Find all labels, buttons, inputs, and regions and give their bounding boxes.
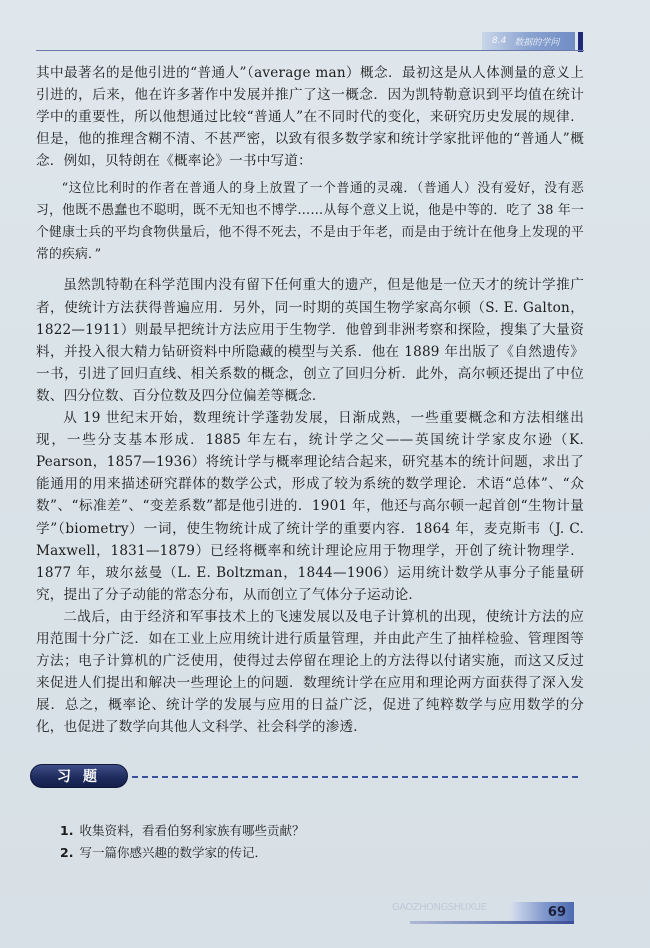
section-header-tag bbox=[482, 32, 575, 50]
exercise-list bbox=[60, 820, 304, 864]
exercise-text: 收集资料，看看伯努利家族有哪些贡献？ bbox=[79, 823, 305, 838]
header-rule bbox=[36, 50, 584, 51]
section-number: 8.4 bbox=[492, 36, 507, 46]
paragraph-1: 其中最著名的是他引进的“普通人”（average man）概念．最初这是从人体测量的意义上引进的，后来，他在许多著作中发展并推广了这一概念．因为凯特勒意识到平均值在统计学中的重要性，所以他想通过比较“普通人”在不同时代的变化，来研究历史发展的规律．但是，他的推理含糊不清、不甚严密，以致有很多数学家和统计学家批评他的“普通人”概念．例如，贝特朗在《概率论》一书中写道： bbox=[36, 65, 584, 170]
dashed-divider bbox=[132, 776, 578, 778]
footer-rule bbox=[410, 921, 574, 924]
exercise-item bbox=[60, 820, 304, 842]
exercise-item bbox=[60, 842, 304, 864]
exercises-header bbox=[30, 764, 580, 790]
exercise-number: 2. bbox=[60, 845, 74, 860]
footer-brand: GAOZHONGSHUXUE bbox=[392, 902, 487, 913]
section-accent-bar bbox=[578, 32, 583, 52]
exercise-number: 1. bbox=[60, 823, 74, 838]
paragraph-galton: 虽然凯特勒在科学范围内没有留下任何重大的遗产，但是他是一位天才的统计学推广者，使统计方法获得普遍应用．另外，同一时期的英国生物学家高尔顿（S. E. Galton，1822—1911）则最早把统计方法应用于生物学．他曾到非洲考察和探险，搜集了大量资料，并投入很大精力钻研资料中所隐藏的模型与关系．他在 1889 年出版了《自然遗传》一书，引进了回归直线、相关系数的概念，创立了回归分析．此外，高尔顿还提出了中位数、四分位数、百分位数及四分位偏差等概念． bbox=[36, 277, 584, 404]
exercises-badge: 习题 bbox=[30, 764, 128, 788]
main-text bbox=[36, 62, 584, 738]
quotation-bertrand: “这位比利时的作者在普通人的身上放置了一个普通的灵魂．（普通人）没有爱好，没有恶习，他既不愚蠢也不聪明，既不无知也不博学……从每个意义上说，他是中等的．吃了 38 年一个健康士兵的平均食物供量后，他不得不死去，不是由于年老，而是由于统计在他身上发现的平常的疾病．” bbox=[36, 181, 584, 263]
section-title: 数据的学问 bbox=[514, 37, 560, 48]
paragraph-postwar: 二战后，由于经济和军事技术上的飞速发展以及电子计算机的出现，使统计方法的应用范围十分广泛．如在工业上应用统计进行质量管理，并由此产生了抽样检验、管理图等方法；电子计算机的广泛使用，使得过去停留在理论上的方法得以付诸实施，而这又反过来促进人们提出和解决一些理论上的问题．数理统计学在应用和理论两方面获得了深入发展．总之，概率论、统计学的发展与应用的日益广泛，促进了纯粹数学与应用数学的分化，也促进了数学向其他人文科学、社会科学的渗透． bbox=[36, 608, 584, 736]
page-number: 69 bbox=[510, 902, 574, 922]
paragraph-pearson: 从 19 世纪末开始，数理统计学蓬勃发展，日渐成熟，一些重要概念和方法相继出现，一些分支基本形成．1885 年左右，统计学之父——英国统计学家皮尔逊（K. Pearson，1857—1936）将统计学与概率理论结合起来，研究基本的统计问题，求出了能通用的用来描述研究群体的数学公式，形成了较为系统的数学理论．术语“总体”、“众数”、“标准差”、“变差系数”都是他引进的．1901 年，他还与高尔顿一起首创“生物计量学”（biometry）一词，使生物统计成了统计学的重要内容．1864 年，麦克斯韦（J. C. Maxwell，1831—1879）已经将概率和统计理论应用于物理学，开创了统计物理学．1877 年，玻尔兹曼（L. E. Boltzman，1844—1906）运用统计数学从事分子能量研究，提出了分子动能的常态分布，从而创立了气体分子运动论． bbox=[36, 410, 584, 603]
exercise-text: 写一篇你感兴趣的数学家的传记． bbox=[79, 845, 267, 860]
